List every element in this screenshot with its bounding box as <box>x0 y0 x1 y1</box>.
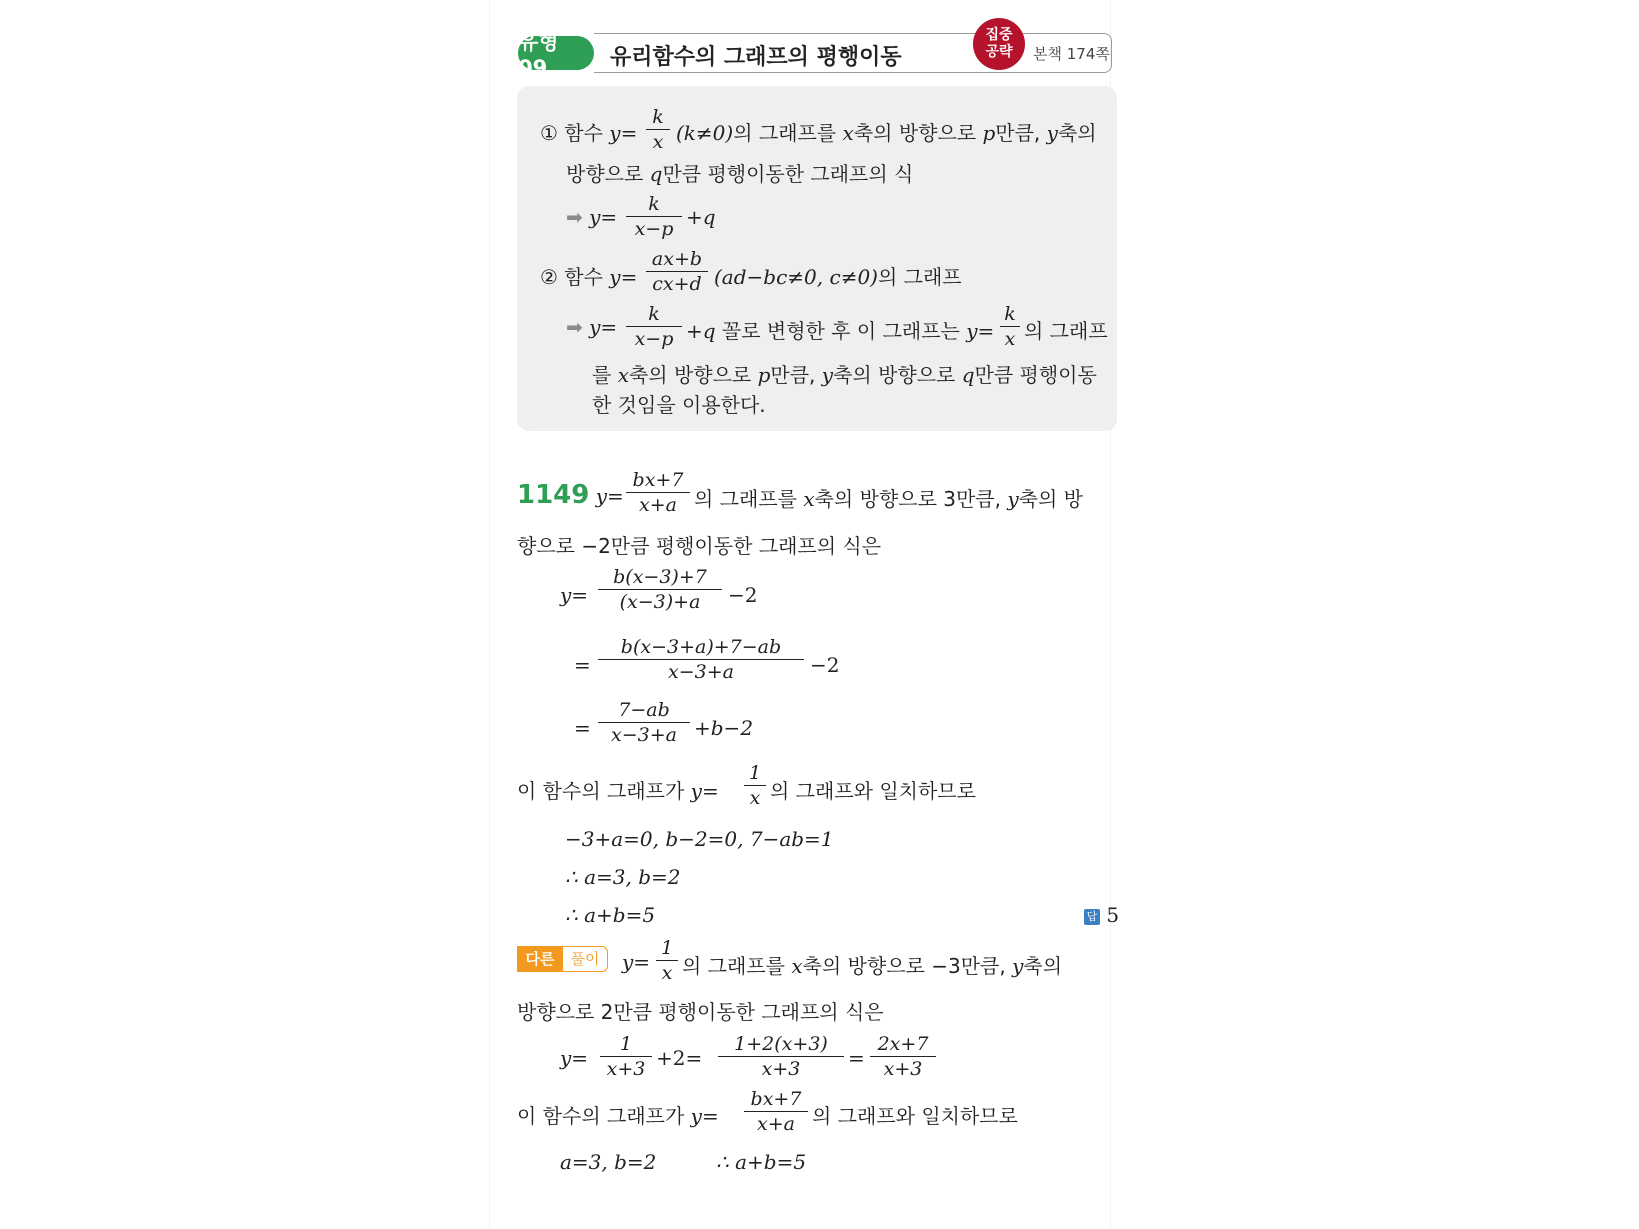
problem-text3: 축의 방 <box>1018 487 1083 511</box>
item1-text2: 의 그래프를 <box>733 121 837 145</box>
eq2-frac-num: b(x−3+a)+7−ab <box>598 636 804 660</box>
item1-result-fraction <box>626 193 682 240</box>
alt-e1-f3-num: 2x+7 <box>870 1033 936 1057</box>
alt-l3-frac-den: x+a <box>757 1113 795 1135</box>
focus-badge <box>973 18 1025 70</box>
item2-result-q: +q <box>686 319 716 343</box>
alt-solution-tag <box>517 946 607 972</box>
alt-l3-fraction <box>744 1088 808 1135</box>
problem-line2: 향으로 −2만큼 평행이동한 그래프의 식은 <box>517 534 882 558</box>
alt-e1-equals: = <box>848 1046 865 1070</box>
summary-item2-line1b <box>714 261 962 290</box>
alt-l1-text2: 축의 방향으로 −3만큼, <box>802 954 1006 978</box>
alt-l1-frac-num: 1 <box>656 937 678 961</box>
eq3-fraction <box>598 699 690 746</box>
alt-e1-f1-den: x+3 <box>606 1058 646 1080</box>
answer-icon: 답 <box>1084 909 1100 925</box>
alt-l3-text1: 이 함수의 그래프가 <box>517 1104 685 1128</box>
item1-result-den: x−p <box>634 218 674 240</box>
item1-line2-a: 방향으로 <box>566 162 644 186</box>
item2-number: ② <box>540 265 558 289</box>
problem-frac-den: x+a <box>639 494 677 516</box>
solution-l3-y: y= <box>690 779 719 803</box>
problem-frac-num: bx+7 <box>626 469 690 493</box>
item2-y3: y= <box>966 319 995 343</box>
alt-e1-f2-den: x+3 <box>761 1058 801 1080</box>
item1-arrow-icon: ➡ <box>566 205 583 229</box>
badge-line1: 집중 <box>985 27 1013 43</box>
alt-l1-text1: 의 그래프를 <box>682 954 785 978</box>
item1-frac-num: k <box>646 106 670 130</box>
problem-text1: 의 그래프를 <box>694 487 797 511</box>
alt-l1-x: x <box>791 954 803 978</box>
eq1-y: y= <box>560 583 589 607</box>
item2-line3-x: x <box>617 363 629 387</box>
solution-l3-fraction <box>744 762 766 809</box>
eq3-frac-num: 7−ab <box>598 699 690 723</box>
item2-y: y= <box>609 265 638 289</box>
alt-l1-frac-den: x <box>661 962 673 984</box>
alt-line4-a: a=3, b=2 <box>560 1150 657 1174</box>
eq3-equals: = <box>574 716 591 740</box>
item2-result-y: y= <box>589 315 618 339</box>
item2-line3-c: 만큼, <box>770 363 816 387</box>
solution-line6: ∴ a+b=5 <box>565 903 656 927</box>
item1-text5: 축의 <box>1057 121 1097 145</box>
item2-condition: (ad−bc≠0, c≠0) <box>714 265 878 289</box>
item2-frac3-num: k <box>1000 303 1020 327</box>
item2-line3-y: y <box>821 363 834 387</box>
alt-e1-mid: +2= <box>656 1046 703 1070</box>
item2-fraction3 <box>1000 303 1020 350</box>
item2-line3-q: q <box>961 363 975 387</box>
item1-result-y: y= <box>589 205 618 229</box>
badge-line2: 공략 <box>985 44 1013 60</box>
alt-line1 <box>682 950 1062 979</box>
answer <box>1084 903 1119 927</box>
solution-l3-text2: 의 그래프와 일치하므로 <box>770 779 976 803</box>
item1-q: q <box>649 162 663 186</box>
answer-value: 5 <box>1106 903 1120 927</box>
item2-line3-b: 축의 방향으로 <box>628 363 752 387</box>
alt-e1-fraction3 <box>870 1033 936 1080</box>
problem-line1b <box>694 483 1083 512</box>
problem-number: 1149 <box>517 480 590 510</box>
item2-text1: 함수 <box>564 265 603 289</box>
item1-result-num: k <box>626 193 682 217</box>
eq3-tail: +b−2 <box>694 716 754 740</box>
type-header <box>518 27 1115 80</box>
page-reference: 본책 174쪽 <box>1033 45 1110 63</box>
item2-frac3-den: x <box>1004 328 1016 350</box>
item1-text4: 만큼, <box>995 121 1041 145</box>
alt-l3-text2: 의 그래프와 일치하므로 <box>812 1104 1018 1128</box>
solution-line3 <box>517 775 719 804</box>
eq2-frac-den: x−3+a <box>668 661 734 683</box>
eq2-fraction <box>598 636 804 683</box>
eq1-frac-num: b(x−3)+7 <box>598 566 722 590</box>
problem-y2: y <box>1007 487 1019 511</box>
alt-tag-a: 다른 <box>517 946 563 972</box>
alt-l1-text3: 축의 <box>1023 954 1063 978</box>
item1-fraction <box>646 106 670 153</box>
summary-item1-line2 <box>566 158 913 187</box>
header-title: 유리함수의 그래프의 평행이동 <box>610 45 902 70</box>
solution-l3-frac-num: 1 <box>744 762 766 786</box>
problem-text2: 축의 방향으로 3만큼, <box>814 487 1001 511</box>
alt-l1-fraction <box>656 937 678 984</box>
alt-l1-y2: y <box>1012 954 1024 978</box>
alt-line4-b: ∴ a+b=5 <box>716 1150 807 1174</box>
item2-arrow-icon: ➡ <box>566 315 583 339</box>
item2-line4: 한 것임을 이용한다. <box>592 393 766 417</box>
item1-frac-den: x <box>652 131 664 153</box>
alt-e1-f1-num: 1 <box>600 1033 652 1057</box>
problem-x: x <box>803 487 815 511</box>
alt-e1-fraction1 <box>600 1033 652 1080</box>
item1-condition: (k≠0) <box>676 121 734 145</box>
summary-item2-result-b <box>686 315 994 344</box>
summary-item1-line1b <box>676 117 1097 146</box>
alt-tag-b: 풀이 <box>563 946 608 972</box>
eq1-tail: −2 <box>728 583 758 607</box>
item2-frac-den: cx+d <box>652 273 702 295</box>
item1-y: y= <box>609 121 638 145</box>
eq3-frac-den: x−3+a <box>611 724 677 746</box>
problem-y: y= <box>595 484 624 508</box>
summary-item1-result <box>566 205 617 229</box>
item2-line3-a: 를 <box>592 363 612 387</box>
item1-p: p <box>982 121 996 145</box>
item2-text3: 꼴로 변형한 후 이 그래프는 <box>721 319 960 343</box>
item1-number: ① <box>540 121 558 145</box>
summary-item2-result <box>566 315 617 339</box>
item2-line3-p: p <box>757 363 771 387</box>
summary-item2-line1 <box>540 261 637 290</box>
alt-l1-y: y= <box>622 950 651 974</box>
item2-line3-e: 만큼 평행이동 <box>974 363 1097 387</box>
alt-l3-frac-num: bx+7 <box>744 1088 808 1112</box>
item2-fraction <box>646 248 708 295</box>
solution-l3-text1: 이 함수의 그래프가 <box>517 779 685 803</box>
item1-text3: 축의 방향으로 <box>853 121 977 145</box>
problem-line1 <box>517 480 624 510</box>
alt-line2: 방향으로 2만큼 평행이동한 그래프의 식은 <box>517 1000 884 1024</box>
solution-line5: ∴ a=3, b=2 <box>565 865 681 889</box>
eq2-tail: −2 <box>810 653 840 677</box>
item2-result-fraction <box>626 303 682 350</box>
alt-e1-f2-num: 1+2(x+3) <box>718 1033 844 1057</box>
type-label: 유형 09 <box>518 36 594 70</box>
summary-item1-line1 <box>540 117 637 146</box>
alt-l3-y: y= <box>690 1104 719 1128</box>
item2-line3-d: 축의 방향으로 <box>833 363 956 387</box>
alt-e1-y: y= <box>560 1046 589 1070</box>
item1-x: x <box>842 121 854 145</box>
solution-l3-frac-den: x <box>749 787 761 809</box>
item2-result-num: k <box>626 303 682 327</box>
item1-text1: 함수 <box>564 121 603 145</box>
item1-y2: y <box>1046 121 1058 145</box>
problem-fraction <box>626 469 690 516</box>
item2-text2: 의 그래프 <box>877 265 962 289</box>
eq1-frac-den: (x−3)+a <box>619 591 701 613</box>
item1-line2-b: 만큼 평행이동한 그래프의 식 <box>662 162 914 186</box>
eq1-fraction <box>598 566 722 613</box>
item1-result-q: +q <box>686 205 716 229</box>
alt-e1-f3-den: x+3 <box>883 1058 923 1080</box>
summary-item2-line3 <box>592 359 1097 388</box>
item2-text4: 의 그래프 <box>1024 319 1108 343</box>
solution-line4: −3+a=0, b−2=0, 7−ab=1 <box>565 827 834 851</box>
alt-line3 <box>517 1100 719 1129</box>
item2-frac-num: ax+b <box>646 248 708 272</box>
eq2-equals: = <box>574 653 591 677</box>
item2-result-den: x−p <box>634 328 674 350</box>
alt-e1-fraction2 <box>718 1033 844 1080</box>
